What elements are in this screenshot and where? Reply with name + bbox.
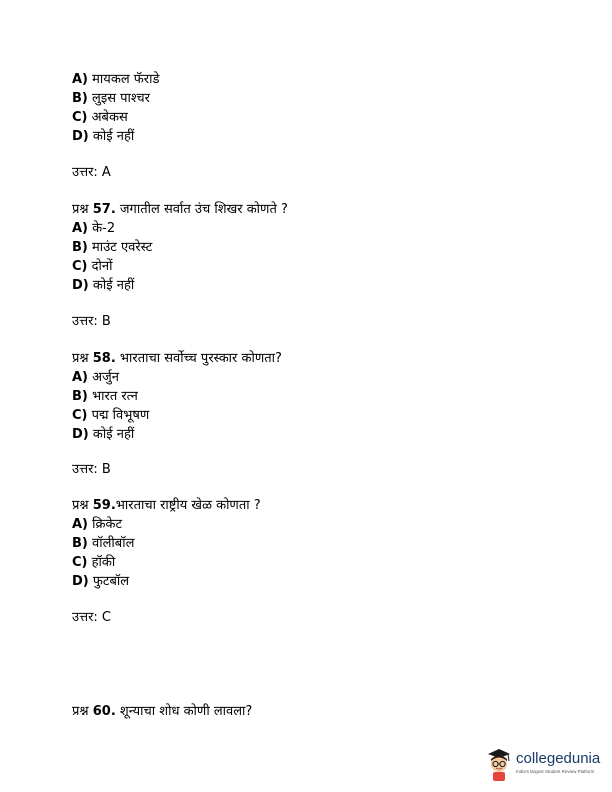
q59-answer: उत्तर: C: [72, 610, 112, 625]
q57-option-c: C) दोनों: [72, 259, 113, 274]
q58-option-a: A) अर्जुन: [72, 370, 119, 385]
q60-question: प्रश्न 60. शून्याचा शोध कोणी लावला?: [72, 704, 253, 719]
q57-option-d: D) कोई नहीं: [72, 278, 135, 293]
q57-answer: उत्तर: B: [72, 314, 111, 329]
q59-option-d: D) फुटबॉल: [72, 574, 130, 589]
student-mascot-icon: [484, 746, 514, 782]
q59-question: प्रश्न 59.भारताचा राष्ट्रीय खेळ कोणता ?: [72, 498, 261, 513]
q58-answer: उत्तर: B: [72, 462, 111, 477]
q56-options: [72, 70, 159, 146]
q56-option-a: A) मायकल फॅराडे: [72, 72, 160, 87]
q57-option-b: B) माउंट एवरेस्ट: [72, 240, 153, 255]
q56-option-d: D) कोई नहीं: [72, 129, 135, 144]
q57-block: [72, 200, 288, 295]
q56-option-b: B) लुइस पाश्चर: [72, 91, 150, 106]
logo-wordmark: collegedunia: [516, 750, 601, 767]
q58-option-b: B) भारत रत्न: [72, 389, 138, 404]
logo-tagline: India's largest Student Review Platform: [516, 769, 595, 774]
q60-block: [72, 702, 252, 721]
q56-option-c: C) अबेकस: [72, 110, 128, 125]
q59-option-c: C) हॉकी: [72, 555, 116, 570]
q56-answer: उत्तर: A: [72, 165, 111, 180]
q58-block: [72, 349, 282, 444]
q58-option-d: D) कोई नहीं: [72, 427, 135, 442]
q57-question: प्रश्न 57. जगातील सर्वात उंच शिखर कोणते ?: [72, 202, 288, 217]
q58-option-c: C) पद्म विभूषण: [72, 408, 150, 423]
q59-option-b: B) वॉलीबॉल: [72, 536, 135, 551]
q59-option-a: A) क्रिकेट: [72, 517, 123, 532]
q57-option-a: A) के-2: [72, 221, 116, 236]
collegedunia-logo: [484, 744, 606, 784]
q58-question: प्रश्न 58. भारताचा सर्वोच्च पुरस्कार कोणता?: [72, 351, 282, 366]
q59-block: [72, 496, 261, 591]
